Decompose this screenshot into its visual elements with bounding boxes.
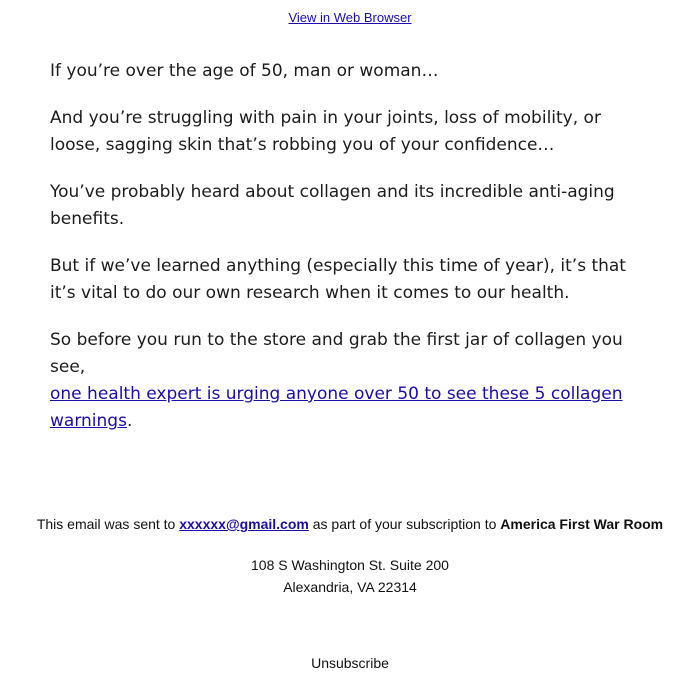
body-paragraph-4: But if we’ve learned anything (especially this time of year), it’s that it’s vital to do our own research when it comes to our health.: [50, 256, 626, 303]
body-paragraph-5: [50, 327, 650, 435]
view-in-browser-link[interactable]: View in Web Browser: [288, 10, 412, 25]
view-in-browser-bar: [0, 10, 700, 26]
footer-subscription-notice: [0, 513, 700, 535]
footer-address-line-1: 108 S Washington St. Suite 200: [251, 557, 449, 573]
body-paragraph-3: You’ve probably heard about collagen and its incredible anti-aging benefits.: [50, 182, 615, 229]
body-paragraph-5-end: .: [126, 411, 133, 431]
footer-email-link[interactable]: xxxxxx@gmail.com: [179, 516, 309, 532]
footer-address-line-2: Alexandria, VA 22314: [283, 579, 417, 595]
email-body: [50, 58, 650, 455]
footer-organization-name: America First War Room: [500, 516, 664, 532]
body-paragraph-2: And you’re struggling with pain in your joints, loss of mobility, or loose, sagging skin that’s robbing you of your confidence…: [50, 108, 601, 155]
footer-address: [0, 554, 700, 598]
footer-sent-prefix: This email was sent to: [36, 516, 176, 532]
collagen-warnings-link[interactable]: one health expert is urging anyone over 50 to see these 5 collagen warnings: [50, 384, 623, 431]
footer-sent-middle: as part of your subscription to: [312, 516, 497, 532]
unsubscribe-link[interactable]: Unsubscribe: [311, 655, 389, 671]
footer-unsubscribe: [0, 652, 700, 674]
body-paragraph-5-lead: So before you run to the store and grab the first jar of collagen you see,: [50, 330, 623, 377]
body-paragraph-1: If you’re over the age of 50, man or woman…: [50, 61, 439, 81]
